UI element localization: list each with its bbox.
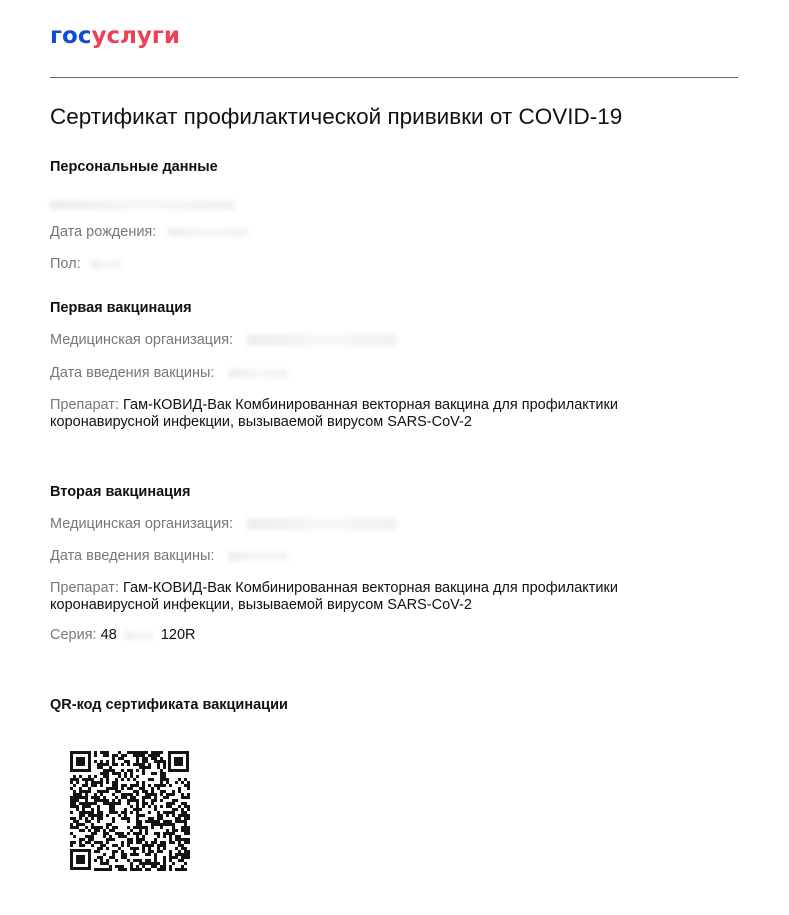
personal-data-heading: Персональные данные [50,159,218,175]
second-org-label: Медицинская организация: [50,516,234,532]
qr-heading: QR-код сертификата вакцинации [50,697,288,713]
second-org-row [50,516,397,533]
gender-label: Пол: [50,256,81,272]
redacted-birth-date [168,228,248,237]
gender-row [50,256,121,273]
second-drug-row-2 [50,597,472,614]
second-drug-value-line2: коронавирусной инфекции, вызываемой вирусом SARS-CoV-2 [50,597,472,613]
redacted-gender [91,260,121,269]
redacted-series-middle [125,631,153,640]
birth-date-label: Дата рождения: [50,224,157,240]
header-divider [50,77,738,78]
first-drug-value-line2: коронавирусной инфекции, вызываемой вирусом SARS-CoV-2 [50,414,472,430]
gosuslugi-logo [50,23,180,49]
second-vaccination-heading: Вторая вакцинация [50,484,191,500]
qr-code [68,749,191,872]
series-value-part2: 120R [160,627,196,643]
qr-finder-top-right [168,751,189,772]
second-drug-row [50,580,618,597]
birth-date-row [50,224,248,241]
series-value-part1: 48 [100,627,117,643]
first-date-label: Дата введения вакцины: [50,365,215,381]
first-drug-label: Препарат: [50,397,119,413]
first-drug-row-2 [50,414,472,431]
second-date-row [50,548,288,565]
second-date-label: Дата введения вакцины: [50,548,215,564]
redacted-second-date [228,552,288,561]
redacted-second-org [247,518,397,530]
redacted-name [50,200,235,210]
first-vaccination-heading: Первая вакцинация [50,300,192,316]
qr-finder-top-left [70,751,91,772]
qr-finder-bottom-left [70,849,91,870]
series-row [50,627,196,644]
redacted-first-org [247,334,397,346]
first-org-label: Медицинская организация: [50,332,234,348]
first-org-row [50,332,397,349]
page-title: Сертификат профилактической прививки от COVID-19 [50,104,623,129]
second-drug-label: Препарат: [50,580,119,596]
first-drug-row [50,397,618,414]
name-row-redacted [50,197,235,214]
logo-part-gos: гос [50,23,92,49]
first-drug-value-line1: Гам-КОВИД-Вак Комбинированная векторная вакцина для профилактики [122,397,618,413]
logo-part-uslugi: услуги [91,23,181,49]
series-label: Серия: [50,627,97,643]
first-date-row [50,365,288,382]
second-drug-value-line1: Гам-КОВИД-Вак Комбинированная векторная вакцина для профилактики [122,580,618,596]
redacted-first-date [228,369,288,378]
